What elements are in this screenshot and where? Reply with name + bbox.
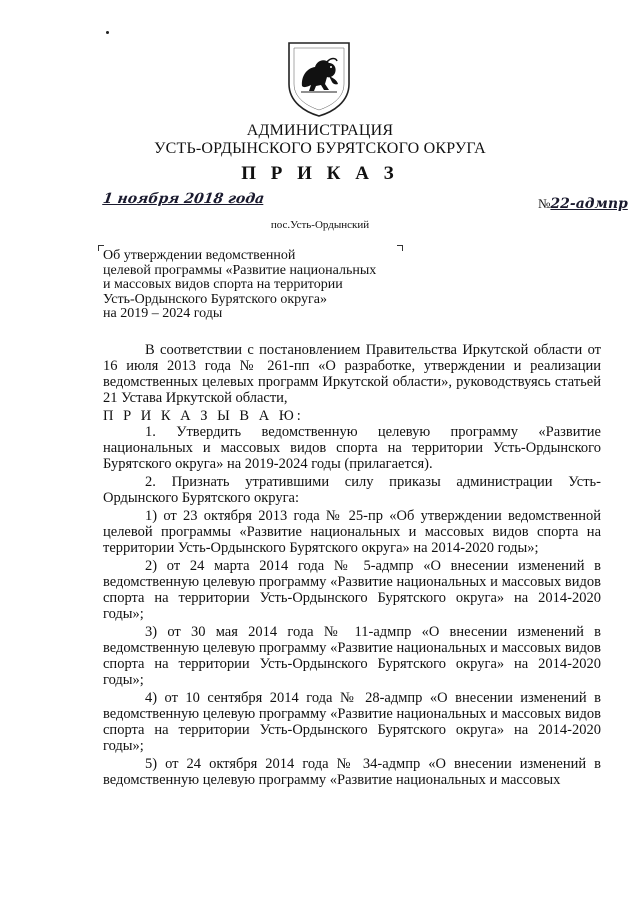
order-body	[103, 342, 601, 790]
handwritten-date: 1 ноября 2018 года	[101, 191, 266, 207]
repealed-order-4: 4) от 10 сентября 2014 года № 28-адмпр «О внесении изменений в ведомственную целевую программу «Развитие национальных и массовых видов спорта на территории Усть-Ордынского Бурятского округа» на 2014-2020 годы»;	[103, 690, 601, 754]
subject-line: целевой программы «Развитие национальных	[103, 262, 377, 278]
subject-line: на 2019 – 2024 годы	[103, 306, 223, 321]
number-sign: №	[538, 196, 551, 211]
repealed-order-5: 5) от 24 октября 2014 года № 34-адмпр «О внесении изменений в ведомственную целевую программу «Развитие национальных и массовых	[103, 756, 601, 788]
repealed-order-2: 2) от 24 марта 2014 года № 5-адмпр «О внесении изменений в ведомственную целевую программу «Развитие национальных и массовых видов спорта на территории Усть-Ордынского Бурятского округа» на 2014-2020 годы»;	[103, 558, 601, 622]
org-name-line1: АДМИНИСТРАЦИЯ	[246, 122, 394, 139]
item-1-paragraph: 1. Утвердить ведомственную целевую программу «Развитие национальных и массовых видов спорта на территории Усть-Ордынского Бурятского округа» на 2019-2024 годы (прилагается).	[103, 424, 601, 472]
subject-line: и массовых видов спорта на территории	[103, 277, 343, 292]
prikazyvayu-heading: П Р И К А З Ы В А Ю:	[103, 408, 304, 424]
document-title: П Р И К А З	[241, 163, 399, 184]
preamble-paragraph: В соответствии с постановлением Правительства Иркутской области от 16 июля 2013 года № 261-пп «О разработке, утверждении и реализации ведомственных целевых программ Иркутской области», руководствуясь статьей 21 Устава Иркутской области,	[103, 342, 601, 406]
subject-line: Об утверждении ведомственной	[103, 248, 296, 263]
handwritten-number: 22-адмпр	[550, 196, 628, 212]
subject-line: Усть-Ордынского Бурятского округа»	[103, 291, 327, 307]
order-subject	[103, 249, 376, 322]
place-of-issue: пос.Усть-Ордынский	[270, 219, 370, 231]
item-2-paragraph: 2. Признать утратившими силу приказы администрации Усть-Ордынского Бурятского округа:	[103, 474, 601, 506]
subject-bracket-right	[397, 245, 403, 251]
org-name-line2: УСТЬ-ОРДЫНСКОГО БУРЯТСКОГО ОКРУГА	[154, 140, 486, 157]
coat-of-arms-icon	[285, 40, 353, 118]
scan-speck	[106, 31, 109, 34]
order-number	[538, 196, 628, 212]
repealed-order-1: 1) от 23 октября 2013 года № 25-пр «Об утверждении ведомственной целевой программы «Развитие национальных и массовых видов спорта на территории Усть-Ордынского Бурятского округа» на 2014-2020 годы»;	[103, 508, 601, 556]
repealed-order-3: 3) от 30 мая 2014 года № 11-адмпр «О внесении изменений в ведомственную целевую программу «Развитие национальных и массовых видов спорта на территории Усть-Ордынского Бурятского округа» на 2014-2020 годы»;	[103, 624, 601, 688]
